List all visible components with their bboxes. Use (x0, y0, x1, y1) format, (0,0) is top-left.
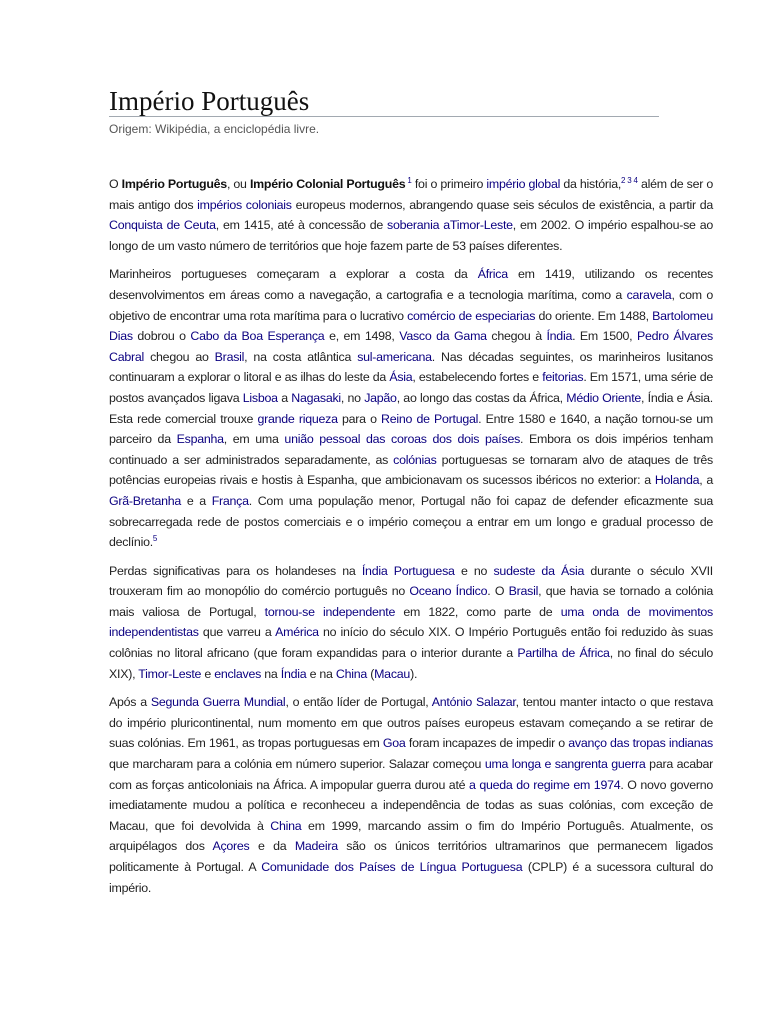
paragraph-text: além de ser o mais antigo dos (109, 177, 714, 212)
paragraph-text: são os únicos territórios ultramarinos que permanecem ligados politicamente à Portugal. A (109, 839, 713, 874)
paragraph-text: no início do século XIX. O Império Português então foi reduzido às suas colônias no litoral africano (que foram expandidas para o interior durante a (109, 625, 714, 661)
paragraph-text: Após a (109, 695, 151, 710)
article-link[interactable]: Macau (374, 666, 411, 681)
article-link[interactable]: América (275, 625, 319, 640)
article-link[interactable]: tornou-se independente (264, 604, 396, 619)
article-link[interactable]: Timor-Leste (138, 666, 202, 681)
paragraph-text: . Entre 1580 e 1640, a nação tornou-se um parceiro da (109, 411, 713, 447)
article-link[interactable]: impérios coloniais (197, 197, 292, 212)
paragraph-text: , tentou manter intacto o que restava do império pluricontinental, num momento em que outros países europeus estavam começando a se retirar de suas colónias. Em 1961, as tropas portuguesas em (109, 695, 714, 751)
paragraph-text: . Em 1571, uma série de postos avançados ligava (109, 370, 713, 405)
paragraph-text: , a (699, 473, 714, 488)
paragraph-text: que marcharam para a colónia em número superior. Salazar começou (109, 757, 485, 772)
article-link[interactable]: Japão (364, 390, 397, 405)
article-link[interactable]: grande riqueza (257, 411, 338, 426)
article-link[interactable]: António Salazar (431, 695, 516, 710)
paragraph-text: em 1419, utilizando os recentes desenvolvimentos em áreas como a navegação, a cartografia e a tecnologia marítima, como a (109, 267, 713, 302)
paragraph-text: . Nas décadas seguintes, os marinheiros lusitanos continuaram a explorar o litoral e as ilhas do leste da (109, 349, 713, 385)
article-link[interactable]: França (211, 493, 249, 508)
article-link[interactable]: soberania a (387, 218, 450, 233)
article-link[interactable]: Brasil (214, 349, 245, 364)
paragraph-text: , em 1415, até à concessão de (215, 218, 388, 233)
page-title: Império Português (109, 86, 310, 116)
paragraph (109, 561, 713, 685)
article-link[interactable]: Grã-Bretanha (109, 493, 182, 508)
article-link[interactable]: Nagasaki (291, 390, 341, 405)
paragraph-text: europeus modernos, abrangendo quase seis séculos de existência, a partir da (291, 197, 713, 212)
paragraph-text: e (201, 666, 215, 681)
paragraph-text: , estabelecendo fortes e (412, 370, 543, 385)
article-link[interactable]: enclaves (214, 666, 262, 681)
paragraph-text: . O (487, 584, 509, 599)
paragraph-text: durante o século XVII trouxeram fim ao monopólio do comércio português no (109, 563, 713, 599)
paragraph-text: Perdas significativas para os holandeses na (109, 563, 362, 578)
paragraph (109, 264, 713, 552)
article-link[interactable]: a queda do regime em 1974 (469, 777, 621, 792)
article-link[interactable]: Índia (280, 666, 307, 681)
paragraph-text: , no (340, 390, 365, 405)
paragraph-text: chegou à (486, 329, 547, 344)
paragraph-text: em 1822, como parte de (395, 604, 561, 619)
paragraph-text: em 1999, marcando assim o fim do Império Português. Atualmente, os arquipélagos dos (109, 818, 713, 854)
article-link[interactable]: Índia Portuguesa (361, 563, 455, 578)
article-link[interactable]: Vasco da Gama (399, 329, 487, 344)
article-link[interactable]: Cabo da Boa Esperança (190, 329, 325, 344)
paragraph-text: ). (410, 666, 418, 681)
article-link[interactable]: Reino de Portugal (381, 411, 479, 426)
article-link[interactable]: África (477, 267, 508, 282)
paragraph (109, 174, 713, 256)
article-link[interactable]: comércio de especiarias (407, 308, 536, 323)
article-link[interactable]: Conquista de Ceuta (109, 218, 216, 233)
article-link[interactable]: Espanha (176, 432, 224, 447)
paragraph-text: chegou ao (144, 349, 215, 364)
article-link[interactable]: sul-americana (357, 349, 432, 364)
paragraph-text: e, em 1498, (324, 329, 400, 344)
article-link[interactable]: Lisboa (242, 390, 278, 405)
article-link[interactable]: Comunidade dos Países de Língua Portuguesa (261, 860, 523, 874)
paragraph-text: da história, (560, 177, 622, 191)
article-link[interactable]: Açores (212, 839, 250, 854)
paragraph-text: do oriente. Em 1488, (535, 308, 653, 323)
article-body (109, 174, 713, 906)
bold-term: Império Colonial Português (249, 177, 406, 191)
paragraph-text: para o (337, 411, 382, 426)
paragraph-text: ( (367, 666, 375, 681)
reference-mark[interactable]: 5 (152, 533, 158, 543)
article-link[interactable]: Holanda (654, 473, 700, 488)
article-link[interactable]: Brasil (508, 584, 539, 599)
article-link[interactable]: união pessoal das coroas dos dois países (284, 432, 521, 447)
paragraph-text: e na (306, 666, 336, 681)
paragraph-text: , o então líder de Portugal, (285, 695, 432, 710)
bold-term: Império Português (121, 177, 227, 191)
paragraph-text: O (109, 177, 122, 191)
article-link[interactable]: Pedro Álvares Cabral (109, 329, 714, 364)
paragraph-text: foram incapazes de impedir o (405, 736, 569, 751)
article-link[interactable]: caravela (626, 287, 672, 302)
paragraph-text: . O novo governo imediatamente mudou a política e reconheceu a independência de todas as suas colónias, com exceção de Macau, que foi devolvida à (109, 777, 714, 833)
paragraph-text: , em 2002. O império espalhou-se ao longo de um vasto número de territórios que hoje fazem parte de 53 países diferentes. (109, 218, 713, 253)
article-link[interactable]: uma longa e sangrenta guerra (484, 757, 646, 772)
paragraph-text: Marinheiros portugueses começaram a explorar a costa da (109, 267, 478, 282)
paragraph-text: dobrou o (132, 329, 191, 344)
article-link[interactable]: Ásia (389, 370, 413, 385)
article-link[interactable]: avanço das tropas indianas (568, 736, 713, 751)
paragraph-text: e a (181, 493, 212, 508)
paragraph-text: para acabar com as forças anticoloniais na África. A impopular guerra durou até (109, 757, 713, 792)
paragraph-text: (CPLP) é a sucessora cultural do império. (109, 860, 713, 895)
page-subtitle: Origem: Wikipédia, a enciclopédia livre. (109, 122, 320, 136)
article-link[interactable]: Segunda Guerra Mundial (150, 695, 286, 710)
paragraph-text: , ou (226, 177, 250, 191)
paragraph-text: , com o objetivo de encontrar uma rota marítima para o lucrativo (109, 287, 713, 323)
reference-mark[interactable]: 1 (405, 175, 412, 185)
article-link[interactable]: China (270, 818, 302, 833)
paragraph-text: , Índia e Ásia. Esta rede comercial trouxe (109, 390, 714, 426)
article-link[interactable]: Índia (546, 329, 573, 344)
paragraph-text: , em uma (223, 432, 285, 447)
paragraph-text: e da (249, 839, 295, 854)
article-link[interactable]: Timor-Leste (449, 218, 513, 233)
article-link[interactable]: Médio Oriente (566, 390, 642, 405)
paragraph-text: . Embora os dois impérios tenham continuado a ser administrados separadamente, as (109, 432, 714, 467)
paragraph-text: portuguesas se tornaram alvo de ataques de três potências europeias rivais e hostis à Espanha, que ambicionavam os sucessos ibéricos no exterior: a (109, 452, 713, 488)
article-link[interactable]: feitorias (542, 370, 584, 385)
article-link[interactable]: Oceano Índico (409, 584, 488, 599)
paragraph-text: na (261, 666, 281, 681)
paragraph-text: e no (454, 563, 494, 578)
article-link[interactable]: uma onda de movimentos independentistas (109, 604, 713, 640)
paragraph-text: . Com uma população menor, Portugal não foi capaz de defender eficazmente sua sobrecarregada rede de postos comerciais e o império começou a entrar em um longo e gradual processo de declínio. (109, 493, 713, 550)
paragraph-text: , no final do século XIX), (109, 646, 714, 681)
paragraph-text: , que havia se tornado a colónia mais valiosa de Portugal, (109, 584, 713, 619)
paragraph-text: , ao longo das costas da África, (396, 390, 567, 405)
article-link[interactable]: sudeste da Ásia (493, 563, 585, 578)
reference-mark[interactable]: 2 3 4 (621, 175, 638, 185)
article-link[interactable]: Madeira (294, 839, 338, 854)
title-divider (109, 116, 659, 117)
paragraph-text: foi o primeiro (411, 177, 487, 191)
article-link[interactable]: império global (486, 177, 561, 191)
article-link[interactable]: Partilha de África (517, 646, 610, 661)
article-link[interactable]: China (335, 666, 368, 681)
paragraph-text: . Em 1500, (572, 329, 637, 344)
article-link[interactable]: Bartolomeu Dias (109, 308, 714, 344)
article-link[interactable]: Goa (382, 736, 406, 751)
paragraph-text: , na costa atlântica (244, 349, 358, 364)
paragraph-text: que varreu a (198, 625, 276, 640)
paragraph-text: a (277, 390, 292, 405)
article-link[interactable]: colónias (393, 452, 437, 467)
paragraph (109, 692, 713, 898)
